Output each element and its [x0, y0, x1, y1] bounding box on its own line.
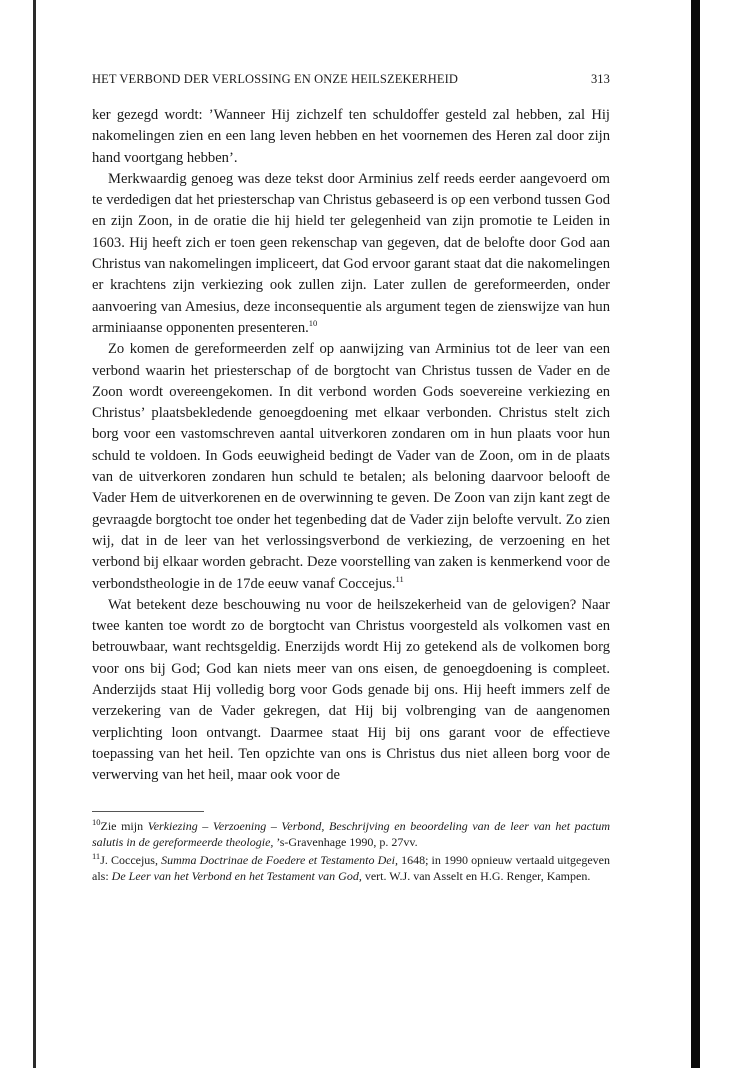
paragraph — [92, 105, 610, 169]
footnotes — [92, 818, 610, 885]
page-edge-left — [33, 0, 36, 1068]
footnote-number: 10 — [92, 816, 101, 827]
footnote-divider — [92, 811, 204, 812]
body-text — [92, 105, 610, 787]
paragraph — [92, 339, 610, 595]
footnote-title: Summa Doctrinae de Foedere et Testamento Dei, — [161, 853, 398, 868]
footnote-ref[interactable]: 11 — [395, 573, 404, 584]
paragraph-text: Wat betekent deze beschouwing nu voor de heilszekerheid van de gelovigen? Naar twee kanten toe wordt zo de borgtocht van Christus voorgesteld als volkomen vast en betrouwbaar, want rechtsgeldig. Enerzijds wordt Hij zo getekend als de volkomen borg voor ons bij God; God kan niets meer van ons eisen, de genoegdoening is compleet. Anderzijds staat Hij volledig borg voor Gods genade bij ons. Hij heeft immers zelf de verzekering van de Vader gekregen, dat Hij bij volbrenging van de aangenomen verplichting loon ontvangt. Daarmee staat Hij bij ons garant voor de effectieve toepassing van het heil. Ten opzichte van ons is Christus dus niet alleen borg voor de verwerving van het heil, maar ook voor de — [92, 596, 610, 784]
paragraph-text: ker gezegd wordt: ’Wanneer Hij zichzelf ten schuldoffer gesteld zal hebben, zal Hij nakomelingen zien en een lang leven hebben en het voornemen des Heren zal door zijn hand voortgang hebben’. — [92, 107, 610, 166]
running-header — [92, 72, 610, 87]
footnote-ref[interactable]: 10 — [308, 318, 318, 329]
paragraph — [92, 169, 610, 339]
paragraph-text: Merkwaardig genoeg was deze tekst door Arminius zelf reeds eerder aangevoerd om te verdedigen dat het priesterschap van Christus gebaseerd is op een verbond tussen God en zijn Zoon, in de oratie die hij hield ter gelegenheid van zijn promotie te Leiden in 1603. Hij heeft zich er toen geen rekenschap van gegeven, dat de belofte door God aan Christus van nakomelingen impliceert, dat God ervoor garant staat dat die nakomelingen er krachtens zijn verkiezing ook zullen zijn. Later zullen de gereformeerden, onder aanvoering van Amesius, deze inconsequentie als argument tegen de zienswijze van hun arminiaanse opponenten presenteren. — [92, 170, 610, 336]
footnote-text: J. Coccejus, — [100, 853, 162, 868]
page-edge-right — [691, 0, 700, 1068]
paragraph-text: Zo komen de gereformeerden zelf op aanwijzing van Arminius tot de leer van een verbond waarin het priesterschap of de borgtocht van Christus tussen de Vader en de Zoon wordt overeengekomen. In dit verbond worden Gods soevereine verkiezing en Christus’ plaatsbekledende genoegdoening met elkaar verbonden. Christus stelt zich borg voor een vastomschreven aantal uitverkoren zondaren om in hun plaats voor hun schuld te voldoen. In Gods eeuwigheid bedingt de Vader van de Zoon, om in de plaats van de uitverkoren zondaren hun schuld te betalen; als beloning daarvoor belooft de Vader Hem de uitverkorenen en de overwinning te geven. De Zoon van zijn kant zegt de gevraagde borgtocht toe onder het tegenbeding dat de Vader zijn belofte vervult. Zo zien wij, dat in de leer van het verlossingsverbond de verkiezing, de verzoening en het verbond bij elkaar worden gebracht. Deze voorstelling van zaken is kenmerkend voor de verbondstheologie in de 17de eeuw vanaf Coccejus. — [92, 341, 610, 592]
footnote-title: Verkiezing – Verzoening – Verbond, Beschrijving en beoordeling van de leer van het pactum salutis in de gereformeerde theologie, — [92, 818, 610, 849]
running-title: HET VERBOND DER VERLOSSING EN ONZE HEILSZEKERHEID — [92, 72, 458, 86]
footnote-title: De Leer van het Verbond en het Testament van God, — [111, 869, 362, 884]
footnote-text: Zie mijn — [100, 818, 148, 833]
footnote-text: ’s-Gravenhage 1990, p. 27vv. — [273, 834, 418, 849]
footnote-text: vert. W.J. van Asselt en H.G. Renger, Kampen. — [361, 869, 591, 884]
paragraph — [92, 595, 610, 787]
page-number: 313 — [590, 72, 610, 86]
footnote-text: 1648; in 1990 opnieuw vertaald uitgegeven als: — [92, 853, 611, 884]
footnote — [92, 818, 610, 851]
footnote-number: 11 — [92, 851, 101, 862]
book-page — [92, 72, 610, 885]
footnote — [92, 852, 610, 885]
